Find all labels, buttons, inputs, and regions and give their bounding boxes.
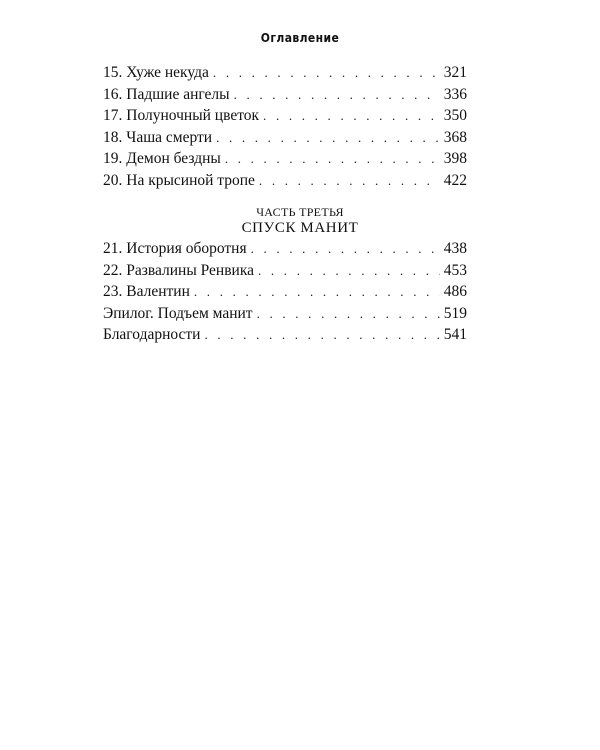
toc-entry-page: 541: [443, 326, 467, 343]
dot-leader: [259, 173, 440, 189]
toc-entry-title: 18. Чаша смерти: [103, 128, 213, 146]
toc-entry-title: Эпилог. Подъем манит: [103, 304, 253, 322]
toc-entry-page: 350: [443, 107, 467, 124]
toc-entry[interactable]: [103, 326, 467, 348]
part-label: ЧАСТЬ ТРЕТЬЯ: [256, 205, 344, 219]
dot-leader: [251, 241, 440, 257]
toc-entry[interactable]: [103, 129, 467, 151]
toc-entry[interactable]: [103, 107, 467, 129]
toc-entry-page: 486: [443, 283, 467, 300]
part-title: СПУСК МАНИТ: [241, 220, 359, 236]
dot-leader: [257, 306, 440, 322]
dot-leader: [194, 284, 440, 300]
dot-leader: [258, 263, 440, 279]
dot-leader: [225, 151, 440, 167]
toc-entry[interactable]: [103, 64, 467, 86]
toc-entry-title: Благодарности: [103, 326, 201, 343]
dot-leader: [263, 108, 440, 124]
toc-entry[interactable]: [103, 86, 467, 108]
dot-leader: [234, 87, 440, 103]
toc-entry-page: 453: [443, 261, 467, 279]
dot-leader: [204, 327, 439, 343]
toc-entry-page: 519: [443, 304, 467, 322]
toc-entry-title: 20. На крысиной тропе: [103, 171, 255, 189]
toc-entry-title: 21. История оборотня: [103, 240, 247, 257]
toc-entry[interactable]: [103, 283, 467, 305]
toc-entry-title: 16. Падшие ангелы: [103, 85, 230, 103]
toc-entry-title: 17. Полуночный цветок: [103, 107, 260, 124]
toc-entry[interactable]: [103, 172, 467, 194]
toc-entry-page: 368: [443, 128, 467, 146]
toc-entry-title: 19. Демон бездны: [103, 150, 221, 167]
toc-entry[interactable]: [103, 150, 467, 172]
toc-entry-page: 398: [443, 150, 467, 167]
toc-entry[interactable]: [103, 240, 467, 262]
toc-list-part-two-end: [103, 64, 467, 193]
dot-leader: [213, 65, 440, 81]
toc-entry-page: 422: [443, 171, 467, 189]
toc-entry-page: 438: [443, 240, 467, 257]
toc-list-part-three: [103, 240, 467, 348]
dot-leader: [216, 130, 440, 146]
toc-entry[interactable]: [103, 305, 467, 327]
toc-entry[interactable]: [103, 262, 467, 284]
toc-entry-title: 23. Валентин: [103, 283, 190, 300]
page-header: Оглавление: [260, 31, 340, 45]
toc-entry-page: 321: [443, 64, 467, 81]
toc-entry-title: 15. Хуже некуда: [103, 64, 209, 81]
toc-entry-title: 22. Развалины Ренвика: [103, 261, 254, 279]
toc-entry-page: 336: [443, 85, 467, 103]
